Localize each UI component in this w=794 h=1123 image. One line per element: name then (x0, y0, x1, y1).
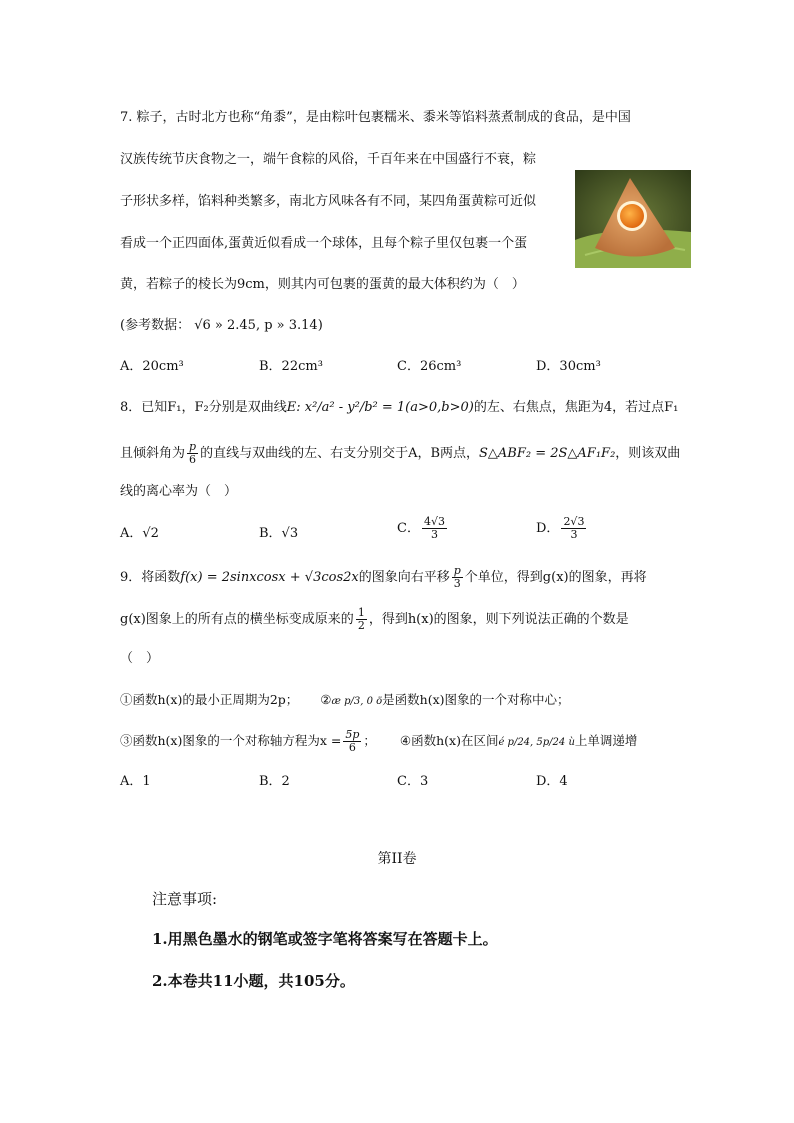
q8-line1-text-b: 的左、右焦点，焦距为4，若过点F₁ (473, 400, 679, 415)
q7-option-b: B．22cm³ (259, 359, 323, 374)
q7-reference-prefix: (参考数据： (120, 318, 191, 333)
q8-angle-den: 6 (189, 453, 197, 466)
q9-option-b: B．2 (259, 774, 290, 789)
note-1: 1.用黑色墨水的钢笔或签字笔将答案写在答题卡上。 (152, 930, 498, 948)
note-2: 2.本卷共11小题，共105分。 (152, 972, 355, 990)
q9-option-c: C．3 (397, 774, 429, 789)
q9-scale-fraction (356, 607, 367, 632)
q9-line-1 (120, 565, 647, 590)
q9-statement-4-interval: é p/24, 5p/24 ù (498, 737, 575, 748)
q7-reference-values: 6 » 2.45, p » 3.14) (202, 318, 323, 333)
q8-option-c-num: 4√3 (423, 515, 445, 528)
q9-statement-2-point: æ p/3, 0 ö (331, 696, 383, 707)
q7-option-c: C．26cm³ (397, 359, 462, 374)
q9-statement-3-end: ； (363, 733, 376, 748)
q8-line-1 (120, 398, 678, 418)
q8-option-c-label: C． (397, 521, 420, 536)
q9-line1-text-b: 的图象向右平移 (358, 570, 450, 585)
q9-function: f(x) = 2sinxcosx + √3cos2x (180, 570, 359, 585)
q8-line-3: 线的离心率为（ ） (120, 484, 238, 499)
q9-statement-4-text: ④函数h(x)在区间 (399, 733, 499, 748)
q8-option-c (397, 516, 449, 541)
q8-option-d-fraction (561, 516, 586, 541)
q8-line2-text-b: 的直线与双曲线的左、右支分别交于A，B两点， (200, 446, 480, 461)
q9-scale-num: 1 (357, 606, 365, 619)
q8-option-c-fraction (422, 516, 447, 541)
q8-angle-num: p (189, 440, 197, 453)
q7-line-5: 黄，若粽子的棱长为9cm，则其内可包裹的蛋黄的最大体积约为（ ） (120, 277, 525, 292)
q8-option-d-num: 2√3 (563, 515, 585, 528)
q9-statement-1: ①函数h(x)的最小正周期为2p； (120, 692, 299, 707)
sqrt-sign: √ (194, 318, 203, 333)
q7-option-a: A．20cm³ (120, 359, 184, 374)
q8-line2-text-a: 且倾斜角为 (120, 446, 186, 461)
q9-shift-num: p (453, 564, 461, 577)
q9-line2-text-b: ，得到h(x)的图象，则下列说法正确的个数是 (368, 612, 629, 627)
q9-line1-text-c: 个单位，得到g(x)的图象，再将 (464, 570, 647, 585)
q9-statement-2-text: 是函数h(x)图象的一个对称中心； (382, 692, 570, 707)
q8-option-a: A．√2 (120, 526, 159, 541)
q8-option-d-den: 3 (570, 528, 578, 541)
q7-line-2: 汉族传统节庆食物之一，端午食粽的风俗，千百年来在中国盛行不衰，粽 (120, 152, 537, 167)
q7-line-1: 7. 粽子，古时北方也称“角黍”，是由粽叶包裹糯米、黍米等馅料蒸煮制成的食品，是中国 (120, 110, 631, 125)
zongzi-photo (575, 170, 691, 268)
q8-area-relation: S△ABF₂ = 2S△AF₁F₂ (479, 446, 616, 461)
q7-option-d: D．30cm³ (536, 359, 601, 374)
q9-shift-den: 3 (453, 577, 461, 590)
q9-line-3: （ ） (120, 651, 160, 666)
q9-statement-3-text: ③函数h(x)图象的一个对称轴方程为x = (120, 733, 342, 748)
q9-statement-2-marker: ② (320, 692, 332, 707)
q9-statements-1-2 (120, 690, 570, 712)
q8-option-d-label: D． (536, 521, 560, 536)
q8-option-c-den: 3 (430, 528, 438, 541)
q9-statement-4-end: 上单调递增 (574, 733, 638, 748)
q9-line-2 (120, 607, 629, 632)
notes-heading: 注意事项: (152, 890, 218, 908)
q8-option-b: B．√3 (259, 526, 299, 541)
q8-option-d (536, 516, 588, 541)
q8-hyperbola-equation: E: x²/a² - y²/b² = 1(a>0,b>0) (286, 400, 474, 415)
q9-line1-text-a: 9．将函数 (120, 570, 181, 585)
q7-line-4: 看成一个正四面体,蛋黄近似看成一个球体，且每个粽子里仅包裹一个蛋 (120, 236, 528, 251)
q9-scale-den: 2 (357, 619, 365, 632)
q8-angle-fraction (187, 441, 198, 466)
q8-line2-text-d: ，则该双曲 (615, 446, 681, 461)
q7-line-3: 子形状多样，馅料种类繁多，南北方风味各有不同，某四角蛋黄粽可近似 (120, 194, 537, 209)
q9-option-d: D．4 (536, 774, 568, 789)
q9-statement-3-den: 6 (348, 741, 356, 754)
q9-line2-text-a: g(x)图象上的所有点的横坐标变成原来的 (120, 612, 354, 627)
q9-statement-3-fraction (343, 729, 361, 754)
part-two-title: 第II卷 (377, 851, 417, 867)
q9-shift-fraction (452, 565, 463, 590)
q7-reference (120, 316, 323, 336)
q8-line1-text-a: 8．已知F₁，F₂分别是双曲线 (120, 400, 287, 415)
q9-statement-3-num: 5p (345, 728, 360, 741)
q8-line-2 (120, 441, 680, 466)
q9-statements-3-4 (120, 729, 637, 754)
q9-option-a: A．1 (120, 774, 151, 789)
